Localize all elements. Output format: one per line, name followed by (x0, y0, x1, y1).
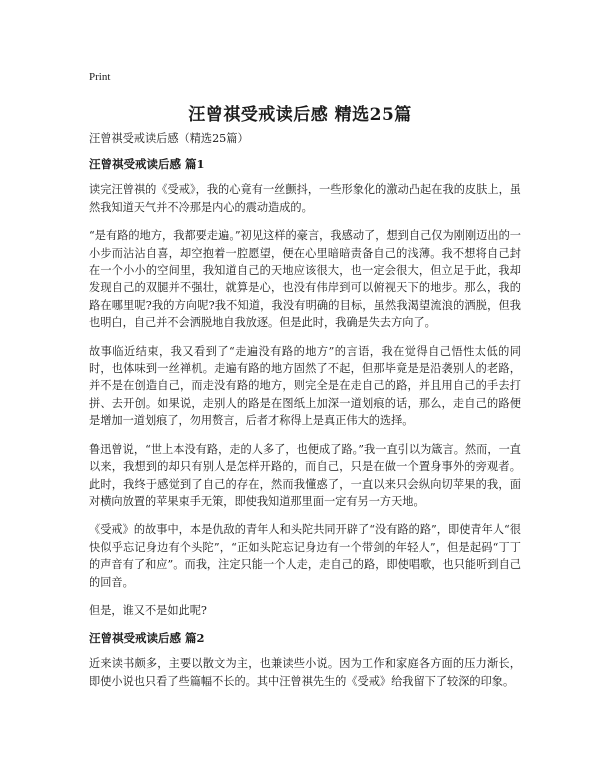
page-title: 汪曾祺受戒读后感 精选25篇 (188, 105, 412, 125)
section-heading: 汪曾祺受戒读后感 篇1 (89, 157, 205, 172)
section-heading: 汪曾祺受戒读后感 篇2 (89, 631, 205, 646)
article-subtitle: 汪曾祺受戒读后感（精选25篇） (89, 132, 249, 145)
paragraph: 鲁迅曾说，“世上本没有路，走的人多了，也便成了路。”我一直引以为箴言。然而，一直以来，我想到的却只有别人是怎样开路的，而自己，只是在做一个置身事外的旁观者。此时，我终于感觉到了自己的存在，然而我懂惑了，一直以来只会纵向切苹果的我，面对横向放置的苹果束手无策，即使我知道那里面一定有另一方天地。 (89, 442, 521, 508)
paragraph: 故事临近结束，我又看到了“走遍没有路的地方”的言语，我在觉得自己悟性太低的同时，也体味到一丝禅机。走遍有路的地方固然了不起，但那毕竟是是沿袭别人的老路，并不是在创造自己，而走没有路的地方，则完全是在走自己的路，并且用自己的手去打拼、去开创。如果说，走别人的路是在图纸上加深一道划痕的话，那么，走自己的路便是增加一道划痕了，勿用赘言，后者才称得上是真正伟大的选择。 (89, 344, 521, 428)
paragraph: 《受戒》的故事中，本是仇敌的青年人和头陀共同开辟了“没有路的路”，即使青年人“很快似乎忘记身边有个头陀”，“正如头陀忘记身边有一个带剑的年轻人”，但是起码“丁丁的声音有了和应”。而我，注定只能一个人走，走自己的路，即使唱歌，也只能听到自己的回音。 (89, 523, 521, 589)
paragraph: 但是，谁又不是如此呢? (89, 603, 207, 617)
article-body (89, 130, 521, 701)
print-label[interactable]: Print (89, 71, 111, 83)
paragraph: 近来读书颇多，主要以散文为主，也兼读些小说。因为工作和家庭各方面的压力渐长，即使小说也只看了些篇幅不长的。其中汪曾祺先生的《受戒》给我留下了较深的印象。 (89, 657, 521, 688)
paragraph: 读完汪曾祺的《受戒》，我的心竟有一丝颤抖，一些形象化的激动凸起在我的皮肤上，虽然我知道天气并不冷那是内心的震动造成的。 (89, 183, 521, 214)
paragraph: “是有路的地方，我都要走遍。”初见这样的豪言，我感动了，想到自己仅为刚刚迈出的一小步而沾沾自喜，却空抱着一腔愿望，便在心里暗暗责备自己的浅薄。我不想将自己封在一个小小的空间里，我知道自己的天地应该很大，也一定会很大，但立足于此，我却发现自己的双腿并不强壮，就算是心，也没有伟岸到可以俯视天下的地步。那么，我的路在哪里呢?我的方向呢?我不知道，我没有明确的目标，虽然我渴望流浪的洒脱，但我也明白，自己并不会洒脱地自我放逐。但是此时，我确是失去方向了。 (89, 229, 521, 330)
